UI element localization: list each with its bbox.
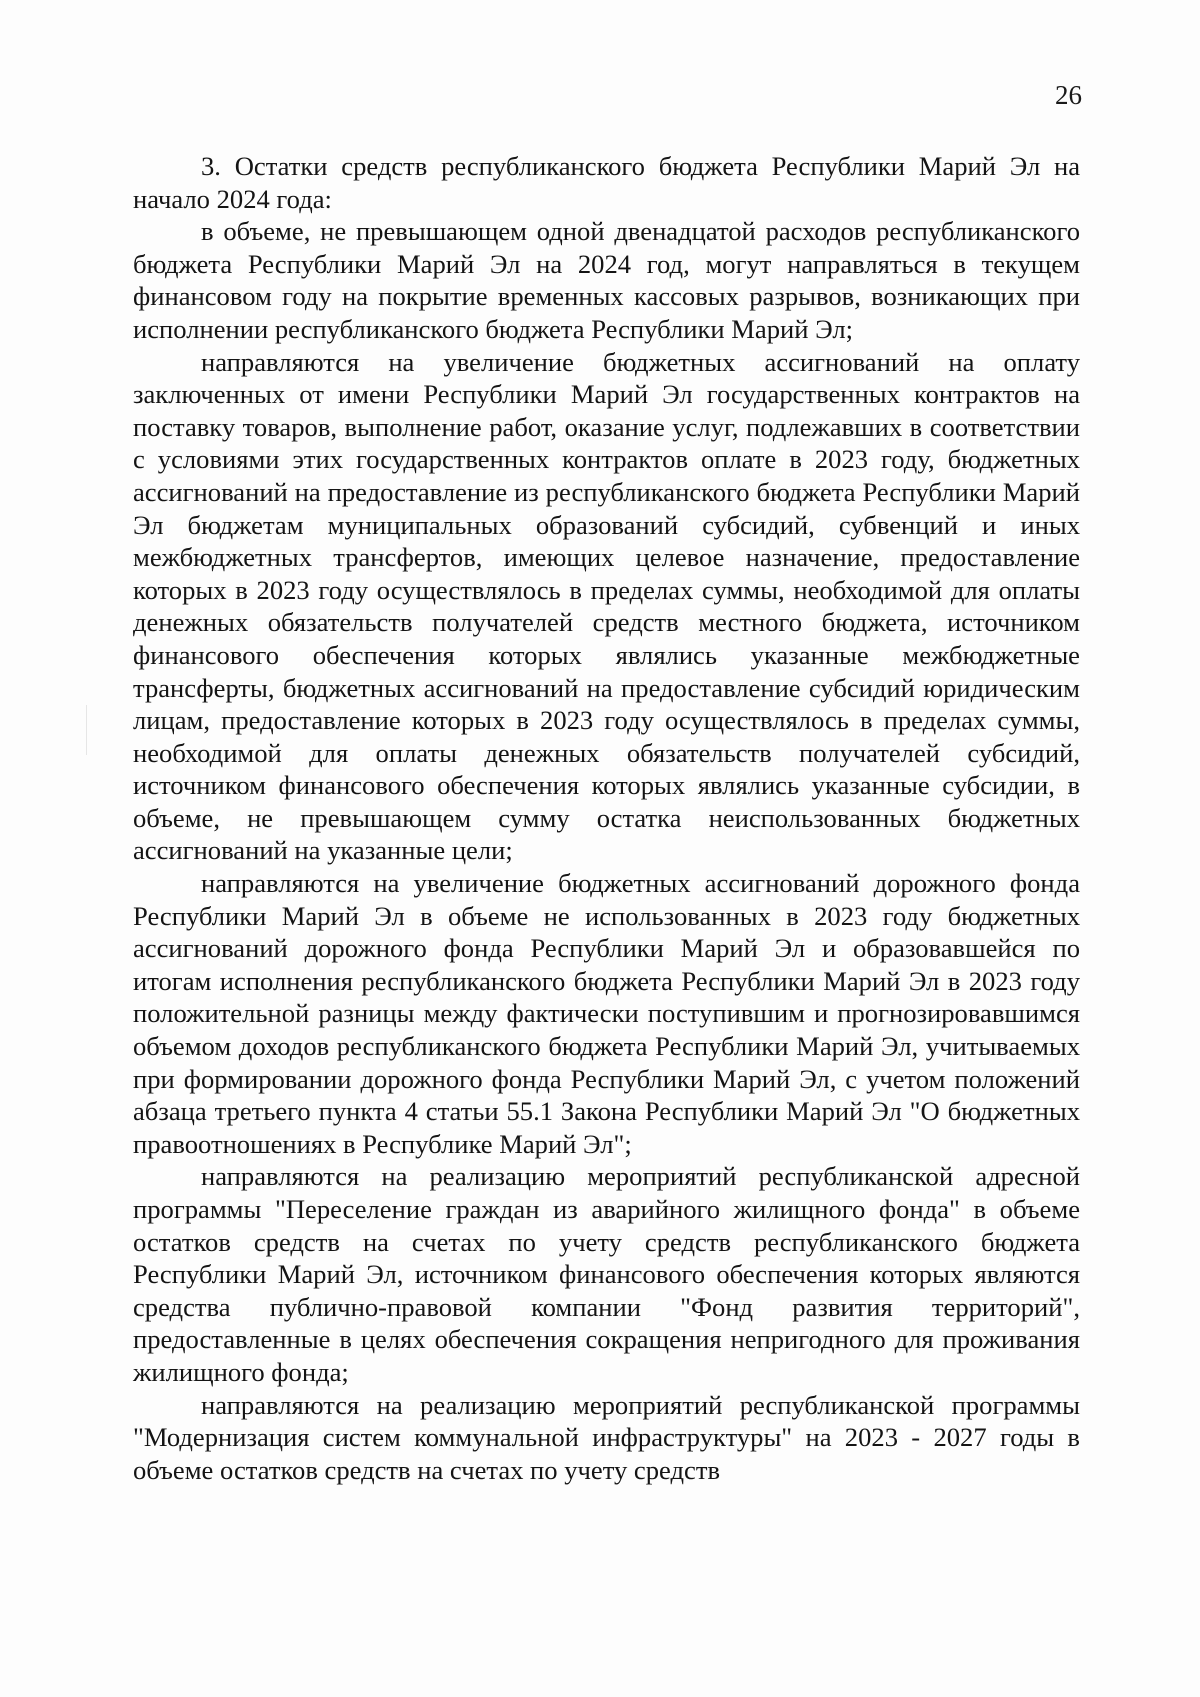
document-body <box>133 150 1080 1486</box>
scan-artifact-mark <box>86 705 87 755</box>
paragraph-contracts-and-transfers: направляются на увеличение бюджетных ассигнований на оплату заключенных от имени Республики Марий Эл государственных контрактов на поставку товаров, выполнение работ, оказание услуг, подлежавших в соответствии с условиями этих государственных контрактов оплате в 2023 году, бюджетных ассигнований на предоставление из республиканского бюджета Республики Марий Эл бюджетам муниципальных образований субсидий, субвенций и иных межбюджетных трансфертов, имеющих целевое назначение, предоставление которых в 2023 году осуществлялось в пределах суммы, необходимой для оплаты денежных обязательств получателей средств местного бюджета, источником финансового обеспечения которых являлись указанные межбюджетные трансферты, бюджетных ассигнований на предоставление субсидий юридическим лицам, предоставление которых в 2023 году осуществлялось в пределах суммы, необходимой для оплаты денежных обязательств получателей субсидий, источником финансового обеспечения которых являлись указанные субсидии, в объеме, не превышающем сумму остатка неиспользованных бюджетных ассигнований на указанные цели; <box>133 346 1080 866</box>
paragraph-resettlement-program: направляются на реализацию мероприятий республиканской адресной программы "Переселение граждан из аварийного жилищного фонда" в объеме остатков средств на счетах по учету средств республиканского бюджета Республики Марий Эл, источником финансового обеспечения которых являются средства публично-правовой компании "Фонд развития территорий", предоставленные в целях обеспечения сокращения непригодного для проживания жилищного фонда; <box>133 1161 1080 1387</box>
paragraph-cash-gaps: в объеме, не превышающем одной двенадцатой расходов республиканского бюджета Республики Марий Эл на 2024 год, могут направляться в текущем финансовом году на покрытие временных кассовых разрывов, возникающих при исполнении республиканского бюджета Республики Марий Эл; <box>133 216 1080 344</box>
page-number: 26 <box>1055 80 1082 110</box>
paragraph-utilities-modernization: направляются на реализацию мероприятий республиканской программы "Модернизация систем коммунальной инфраструктуры" на 2023 - 2027 годы в объеме остатков средств на счетах по учету средств <box>133 1389 1080 1485</box>
paragraph-road-fund: направляются на увеличение бюджетных ассигнований дорожного фонда Республики Марий Эл в объеме не использованных в 2023 году бюджетных ассигнований дорожного фонда Республики Марий Эл и образовавшейся по итогам исполнения республиканского бюджета Республики Марий Эл в 2023 году положительной разницы между фактически поступившим и прогнозировавшимся объемом доходов республиканского бюджета Республики Марий Эл, учитываемых при формировании дорожного фонда Республики Марий Эл, с учетом положений абзаца третьего пункта 4 статьи 55.1 Закона Республики Марий Эл "О бюджетных правоотношениях в Республике Марий Эл"; <box>133 868 1080 1159</box>
paragraph-item-3-heading: 3. Остатки средств республиканского бюджета Республики Марий Эл на начало 2024 года: <box>133 151 1080 214</box>
